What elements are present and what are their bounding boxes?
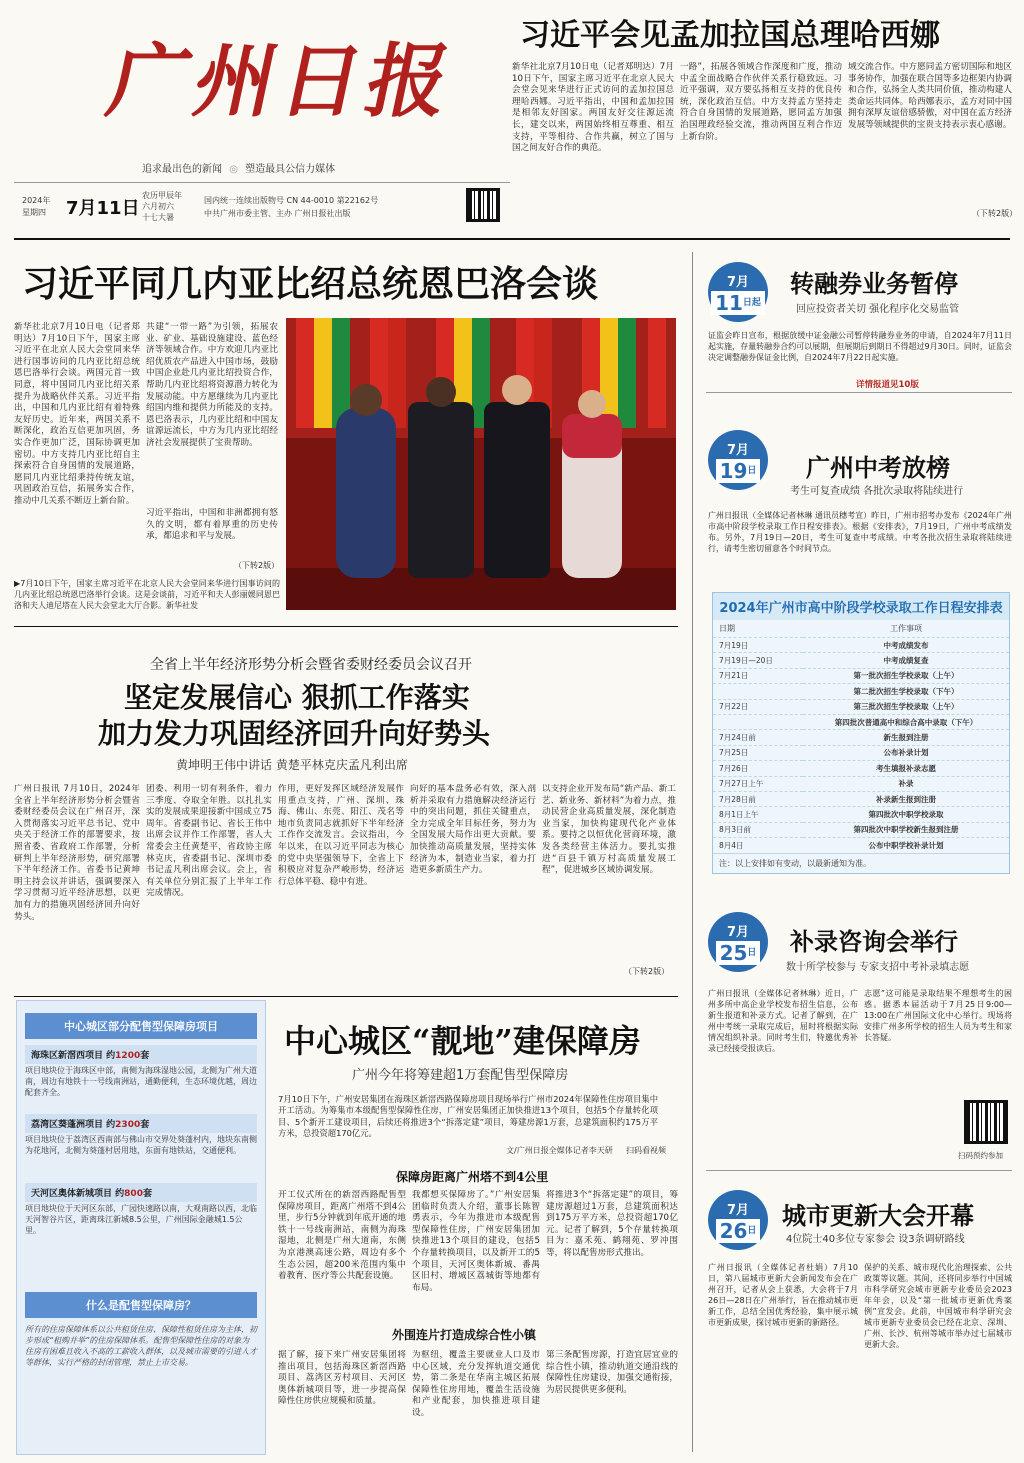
newspaper-logo: 广州日报 bbox=[100, 34, 464, 128]
cell-work: 公布补录计划 bbox=[803, 745, 1009, 760]
lunar-day: 六月初六 bbox=[142, 202, 174, 211]
housing-subhead: 广州今年将筹建超1万套配售型保障房 bbox=[352, 1068, 569, 1083]
faq-title: 什么是配售型保障房？ bbox=[25, 1292, 257, 1318]
project-liwan-desc: 项目地块位于荔湾区西南部与佛山市交界处葵蓬村内，地块东南侧为花地河，北侧为葵蓬村居用地，东面有地铁站，交通便利。 bbox=[25, 1135, 257, 1155]
issue-date: 7月11日 bbox=[66, 198, 140, 219]
brief3-divider bbox=[706, 1170, 1012, 1171]
cell-work: 中考成绩复查 bbox=[803, 653, 1009, 668]
table-row bbox=[713, 653, 1009, 668]
lead-main-continued: （下转2版） bbox=[234, 561, 280, 570]
housing-section2-col1: 据了解，接下来广州安居集团将推出项目，包括海珠区新滘西路项目、荔湾区芳村项目、天河区奥体新城项目等，进一步提高保障性住房供应规模和质量。 bbox=[278, 1350, 406, 1407]
project-tianhe: 天河区奥体新城项目 约800套 bbox=[25, 1183, 257, 1202]
slogan-2: 塑造最具公信力媒体 bbox=[245, 164, 336, 175]
brief1-body: 证监会昨日宣布，根据放缓中证金融公司暂停转融券业务的申请，自2024年7月11日起实施，存量转融券合约可以展期，但展期后到期日不得超过9月30日。同时，证监会决定调整融券保证金比例，自2024年7月22日起实施。 bbox=[708, 331, 1012, 362]
table-row bbox=[713, 684, 1009, 699]
badge-month: 7月 bbox=[726, 1203, 750, 1218]
econ-headline-1: 坚定发展信心 狠抓工作落实 bbox=[124, 681, 470, 714]
cell-date bbox=[713, 684, 803, 699]
brief4-body-left: 广州日报讯（全媒体记者杜娟）7月10日，第八届城市更新大会新闻发布会在广州召开，记者从会上获悉，大会将于7月26日—28日在广州举行，旨在推动城市更新工作，总结全国优秀经验，集中展示城市更新成果，探讨城市更新的新路径。 bbox=[708, 1263, 858, 1327]
cell-date: 8月1日上午 bbox=[713, 807, 803, 822]
cell-date: 7月28日前 bbox=[713, 791, 803, 806]
date-badge-jul19 bbox=[708, 430, 768, 490]
cell-date: 7月19日 bbox=[713, 638, 803, 653]
masthead-rule bbox=[14, 182, 510, 183]
cell-date: 7月26日 bbox=[713, 761, 803, 776]
econ-divider bbox=[14, 996, 678, 997]
housing-section1-col3: 将推进3个“拆落定建”的项目，筹建房源超过1万套，总建筑面积达到175万平方米，总投资超170亿元。记者了解到，5个存量转换项目为：嘉禾苑、鹤翔苑、罗冲围等，将以配售房形式推出。 bbox=[546, 1190, 678, 1258]
date-badge-jul11 bbox=[708, 262, 768, 322]
table-row bbox=[713, 668, 1009, 683]
brief3-body-right: 志愿”这可能是录取结果不理想考生的困惑。据悉本届活动于7月25日9:00—13:00在广州国际文化中心举行。现场将安排广州多所学校的招生人员为考生和家长答疑。 bbox=[864, 989, 1012, 1042]
table-header-row bbox=[713, 620, 1009, 638]
table-row bbox=[713, 761, 1009, 776]
issn-line: 国内统一连续出版物号 CN 44-0010 第22162号 bbox=[204, 196, 379, 205]
masthead-slogan bbox=[142, 160, 335, 175]
slogan-divider-icon: ◎ bbox=[229, 164, 238, 175]
housing-projects-panel bbox=[16, 1000, 266, 1455]
masthead-qr-code[interactable] bbox=[466, 188, 500, 222]
econ-col2: 团委、利用一切有利条件，着力三季度、夺取全年胜。以扎扎实实的发展成果迎接新中国成立75周年。省委副书记、省长王伟中出席会议并作工作部署，省人大常委会主任黄楚平，省政协主席林克庆，省委副书记、深圳市委书记孟凡利出席会议。会上，省有关单位分别汇报了上半年工作完成情况。 bbox=[146, 784, 272, 899]
lead-main-headline: 习近平同几内亚比绍总统恩巴洛会谈 bbox=[22, 263, 599, 305]
table-row bbox=[713, 807, 1009, 822]
housing-headline: 中心城区“靓地”建保障房 bbox=[284, 1022, 641, 1060]
badge-month: 7月 bbox=[726, 443, 750, 458]
brief1-divider bbox=[706, 392, 1012, 393]
cell-date: 7月19日—20日 bbox=[713, 653, 803, 668]
housing-section2-col2: 为枢纽，覆盖主要就业人口及市中心区域，充分发挥轨道交通优势，第二条是在华南主城区拓展保障性住房用地，覆盖生活设施和产业配套，加快推进项目建设。 bbox=[412, 1350, 540, 1418]
year-label: 2024年 bbox=[22, 196, 51, 205]
cell-date: 7月25日 bbox=[713, 745, 803, 760]
project-haizhu: 海珠区新滘西项目 约1200套 bbox=[25, 1045, 257, 1064]
cell-work: 第二批次招生学校录取（下午） bbox=[803, 684, 1009, 699]
schedule-table bbox=[713, 620, 1009, 853]
faq-body: 所有的住房保障体系以公共租赁住房、保障性租赁住房为主体，初步形成“租购并举”的住房保障体系。配售型保障性住房的对象为住房有困难且收入不高的工薪收入群体，以及城市需要的引进人才等群体，实行严格的封闭管理，禁止上市交易。 bbox=[25, 1325, 257, 1367]
cell-work: 考生填报补录志愿 bbox=[803, 761, 1009, 776]
badge-day: 26日 bbox=[716, 1219, 761, 1243]
table-row bbox=[713, 745, 1009, 760]
project-liwan: 荔湾区葵蓬洲项目 约2300套 bbox=[25, 1114, 257, 1133]
lead-main-col2: 共建“一带一路”为引领，拓展农业、矿业、基础设施建设、蓝色经济等领域合作。中方欢迎几内亚比绍优质农产品进入中国市场，鼓励中国企业赴几内亚比绍投资合作，帮助几内亚比绍将资源潜力转化为发展动能。中方愿继续为几内亚比绍国内维和提供力所能及的支持。恩巴洛表示，几内亚比绍和中国友谊源远流长，中方为几内亚比绍经济社会发展提供了宝贵帮助。 bbox=[146, 322, 278, 448]
brief1-subhead: 回应投资者关切 强化程序化交易监管 bbox=[796, 304, 960, 315]
cell-work: 第一批次招生学校录取（上午） bbox=[803, 668, 1009, 683]
table-row bbox=[713, 714, 1009, 729]
lead-main-col3: 习近平指出，中国和非洲都拥有悠久的文明，都有着厚重的历史传承，都追求和平与发展。 bbox=[146, 508, 278, 542]
date-badge-jul25 bbox=[708, 912, 768, 972]
cell-date: 7月22日 bbox=[713, 699, 803, 714]
housing-section1-title: 保障房距离广州塔不到4公里 bbox=[396, 1170, 549, 1184]
solar-term: 十七大暑 bbox=[142, 213, 174, 222]
brief2-headline: 广州中考放榜 bbox=[806, 453, 950, 482]
lead-top-headline: 习近平会见孟加拉国总理哈西娜 bbox=[520, 18, 940, 53]
table-row bbox=[713, 699, 1009, 714]
lead-divider bbox=[14, 626, 678, 627]
econ-kicker: 全省上半年经济形势分析会暨省委财经委员会议召开 bbox=[150, 657, 472, 673]
brief4-headline: 城市更新大会开幕 bbox=[782, 1201, 974, 1230]
lead-top-col3: 域交流合作。中方愿同孟方密切国际和地区事务协作，加强在联合国等多边框架内协调和合作，弘扬全人类共同价值，推动构建人类命运共同体。哈西娜表示，孟方对同中国拥有深厚友谊倍感骄傲，对中国在孟方经济发展等领域提供的宝贵支持表示衷心感谢。 bbox=[848, 62, 1012, 130]
badge-month: 7月 bbox=[726, 925, 750, 940]
housing-section1-col2: 我都想买保障房了。”广州安居集团临时负责人介绍，董事长陈智勇表示，今年为推进市本级配售型保障性住房，广州安居集团加快推进13个项目的建设，包括5个存量转换项目，以及新开工的5个项目，天河区奥体新城、番禺区旧村、增城区荔城街等地都有布局。 bbox=[412, 1190, 540, 1293]
brief3-body-left: 广州日报讯（全媒体记者林琳）近日，广州多所中高企业学校发布招生信息，公布新生报道和补录方式。记者了解到，在广州中考统一录取完成后，屈时将根据实际情况组织补录。同时考生们，特邀优秀补录已经接受报读后。 bbox=[708, 989, 858, 1053]
cell-work: 公布中职学校补录计划 bbox=[803, 838, 1009, 853]
cell-work: 补录 bbox=[803, 776, 1009, 791]
econ-col1: 广州日报讯 7月10日，2024年全省上半年经济形势分析会暨省委财经委员会议在广州召开，深入贯彻落实习近平总书记、党中央关于经济工作的部署要求，按照省委、省政府工作部署，分析研判上半年经济形势，研究部署下半年经济工作。省委书记黄坤明主持会议并讲话，强调要深入学习贯彻习近平经济思想，以更加有力的措施巩固经济回升向好势头。 bbox=[14, 784, 140, 922]
econ-col4: 向好的基本盘务必有效，深入剖析并采取有力措施解决经济运行中的突出问题，抓住关键重点，全力完成全年目标任务，努力为全国发展大局作出更大贡献。要加快推动高质量发展，坚持实体经济为本，制造业当家，着力打造更多新质生产力。 bbox=[410, 784, 536, 876]
econ-col3: 作用，更好发挥区域经济发展作用重点支持，广州、深圳、珠海、佛山、东莞、阳江、茂名等地市负责同志就抓好下半年经济工作作交流发言。会议指出，今年以来，在以习近平同志为核心的党中央坚强领导下，全省上下积极应对复杂严峻形势，经济运行总体平稳、稳中有进。 bbox=[278, 784, 404, 887]
housing-section2-title: 外围连片打造成综合性小镇 bbox=[392, 1328, 537, 1342]
badge-day: 19日 bbox=[716, 459, 761, 483]
lead-main-col1: 新华社北京7月10日电（记者郑明达）7月10日下午，国家主席习近平在北京人民大会堂同来华进行国事访问的几内亚比绍总统恩巴洛举行会谈。两国元首一致同意，将中国同几内亚比绍关系提升为战略伙伴关系。习近平指出，中国和几内亚比绍有着特殊友好历史。近年来，两国关系不断深化，政治互信更加巩固，务实合作更加广泛，国际协调更加密切。中方支持几内亚比绍自主探索符合自身国情的发展道路，愿同几内亚比绍秉持传统友谊，巩固政治互信，拓展务实合作，推动中几关系不断迈上新台阶。 bbox=[14, 322, 140, 506]
table-row bbox=[713, 838, 1009, 853]
schedule-note: 注：以上安排如有变动，以最新通知为准。 bbox=[713, 853, 1009, 873]
badge-day: 25日 bbox=[716, 941, 761, 965]
weekday-label: 星期四 bbox=[22, 208, 46, 217]
lead-top-continued: （下转2版） bbox=[972, 209, 1018, 218]
housing-section1-col1: 开工仪式所在的新滘西路配售型保障房项目，距离广州塔不到4公里，步行5分钟就到年底开通的地铁十一号线南洲站，南侧为海珠湿地，北侧是广州大道南，东侧为京港澳高速公路，周边有多个生态公园，超200米范围内集中着教育、医疗等公共配套设施。 bbox=[278, 1190, 406, 1282]
state-visit-photo bbox=[286, 318, 676, 610]
brief2-body: 广州日报讯（全媒体记者林琳 通讯员穗考宣）昨日，广州市招考办发布《2024年广州市高中阶段学校录取工作日程安排表》。根据《安排表》，7月19日，广州中考成绩发布。另外，7月19日—20日，考生可复查中考成绩。中考各批次招生录取将陆续进行，请考生密切留意各个时间节点。 bbox=[708, 511, 1012, 553]
photo-caption: ▶7月10日下午，国家主席习近平在北京人民大会堂同来华进行国事访问的几内亚比绍总统恩巴洛举行会谈。这是会谈前，习近平和夫人彭丽媛同恩巴洛和夫人迪尼塔在人民大会堂北大厅合影。新华社发 bbox=[14, 579, 280, 610]
cell-date: 7月24日前 bbox=[713, 730, 803, 745]
cell-work: 第四批次中职学校录取 bbox=[803, 807, 1009, 822]
housing-byline: 文/广州日报全媒体记者李天研 bbox=[506, 1146, 613, 1155]
top-divider bbox=[14, 238, 1010, 240]
badge-day: 11日起 bbox=[711, 291, 765, 315]
cell-date: 8月4日 bbox=[713, 838, 803, 853]
brief4-body-right: 保护的关系、城市现代化治理探索、公共政策等议题。其间，还将同步举行中国城市科学研究会城市更新专业委员会2023年年会，以及“第一批城市更新优秀案例”宣发会。此前，中国城市科学研究会城市更新专业委员会已经在北京、深圳、广州、长沙、杭州等城市举办过七届城市更新大会。 bbox=[864, 1263, 1012, 1349]
state-visit-photo-illustration bbox=[286, 318, 676, 610]
cell-date: 8月3日前 bbox=[713, 822, 803, 837]
cell-date: 7月27日上午 bbox=[713, 776, 803, 791]
brief4-subhead: 4位院士40多位专家参会 设3条调研路线 bbox=[786, 1234, 965, 1245]
cell-date: 7月21日 bbox=[713, 668, 803, 683]
project-haizhu-desc: 项目地块位于海珠区中部，南侧为海珠湿地公园，北侧为广州大道南，周边有地铁十一号线南洲站，通勤便利，生态环境优越，周边配套齐全。 bbox=[25, 1066, 257, 1097]
table-row bbox=[713, 822, 1009, 837]
brief1-more-link[interactable]: 详情报道见10版 bbox=[856, 380, 919, 390]
table-row bbox=[713, 791, 1009, 806]
econ-headline-2: 加力发力巩固经济回升向好势头 bbox=[98, 717, 491, 750]
brief3-headline: 补录咨询会举行 bbox=[790, 927, 958, 956]
brief3-qr-code[interactable] bbox=[964, 1100, 1008, 1144]
housing-qr-label: 扫码看视频 bbox=[626, 1146, 666, 1155]
publisher-line: 中共广州市委主管、主办 广州日报社出版 bbox=[204, 209, 351, 218]
brief3-subhead: 数十所学校参与 专家支招中考补录填志愿 bbox=[786, 962, 970, 973]
brief2-subhead: 考生可复查成绩 各批次录取将陆续进行 bbox=[790, 486, 964, 497]
table-row bbox=[713, 730, 1009, 745]
housing-section2-col3: 第三条配售房源，打造宜居宜业的综合性小镇，推动轨道交通沿线的保障性住房建设，加强交通衔接，为居民提供更多便利。 bbox=[546, 1350, 678, 1395]
lunar-year: 农历甲辰年 bbox=[142, 191, 182, 200]
badge-month: 7月 bbox=[726, 275, 750, 290]
cell-work: 补录新生报到注册 bbox=[803, 791, 1009, 806]
cell-work: 新生报到注册 bbox=[803, 730, 1009, 745]
cell-work: 第三批次招生学校录取（上午） bbox=[803, 699, 1009, 714]
brief3-qr-label: 扫码预约参加 bbox=[958, 1151, 1003, 1160]
project-tianhe-desc: 项目地块位于天河区东部，广园快速路以南，大观南路以西，北临天河智谷片区，距离珠江新城8.5公里，广州国际金融城1.5公里。 bbox=[25, 1204, 257, 1235]
econ-continued: （下转2版） bbox=[624, 967, 670, 976]
table-row bbox=[713, 638, 1009, 653]
housing-lead: 7月10日下午，广州安居集团在海珠区新滘西路保障房项目现场举行广州市2024年保障性住房项目集中开工活动。为筹集市本级配售型保障性住房，广州安居集团正加快推进13个项目，包括5个存量转化项目、5个新开工建设项目，后续还将推进3个“拆落定建”项目，筹建房源1万套，总建筑面积约175万平方米，总投资超170亿元。 bbox=[278, 1094, 658, 1139]
admission-schedule bbox=[712, 592, 1010, 874]
lead-top-col1: 新华社北京7月10日电（记者郑明达）7月10日下午，国家主席习近平在北京人民大会堂会见来华进行正式访问的孟加拉国总理哈西娜。习近平指出，中国和孟加拉国是相邻友好国家。两国友好交往源远流长，建交以来，两国始终相互尊重、相互支持，平等相待、合作共赢，树立了国与国之间友好合作的典范。 bbox=[512, 62, 674, 154]
column-header-date: 日期 bbox=[719, 624, 735, 633]
table-row bbox=[713, 776, 1009, 791]
econ-col5: 以支持企业开发布局“新产品、新工艺、新业务、新材料”为着力点，推动民营企业高质量发展，深化制造业当家，加快构建现代化产业体系。要持之以恒优化营商环境，激发各类经营主体活力。要扎实推进“百县千镇万村高质量发展工程”，促进城乡区域协调发展。 bbox=[542, 784, 676, 876]
cell-date bbox=[713, 714, 803, 729]
econ-subhead: 黄坤明王伟中讲话 黄楚平林克庆孟凡利出席 bbox=[176, 758, 408, 772]
lead-top-col2: 一路”，拓展各领域合作深度和广度，推动中孟全面战略合作伙伴关系行稳致远。习近平强调，双方要弘扬相互支持的优良传统，深化政治互信。中方支持孟方坚持走符合自身国情的发展道路，愿同孟方加强治国理政经验交流，推动两国互利合作迈上新台阶。 bbox=[680, 62, 842, 142]
schedule-title: 2024年广州市高中阶段学校录取工作日程安排表 bbox=[713, 593, 1009, 620]
date-bar bbox=[14, 188, 510, 224]
cell-work: 第四批次中职学校新生报到注册 bbox=[803, 822, 1009, 837]
panel-title: 中心城区部分配售型保障房项目 bbox=[25, 1013, 257, 1039]
right-column-divider bbox=[692, 252, 693, 1452]
cell-work: 第四批次普通高中和综合高中录取（下午） bbox=[803, 714, 1009, 729]
cell-work: 中考成绩发布 bbox=[803, 638, 1009, 653]
slogan-1: 追求最出色的新闻 bbox=[142, 164, 222, 175]
date-badge-jul26 bbox=[708, 1190, 768, 1250]
brief1-headline: 转融券业务暂停 bbox=[790, 269, 958, 298]
column-header-work: 工作事项 bbox=[890, 624, 922, 633]
